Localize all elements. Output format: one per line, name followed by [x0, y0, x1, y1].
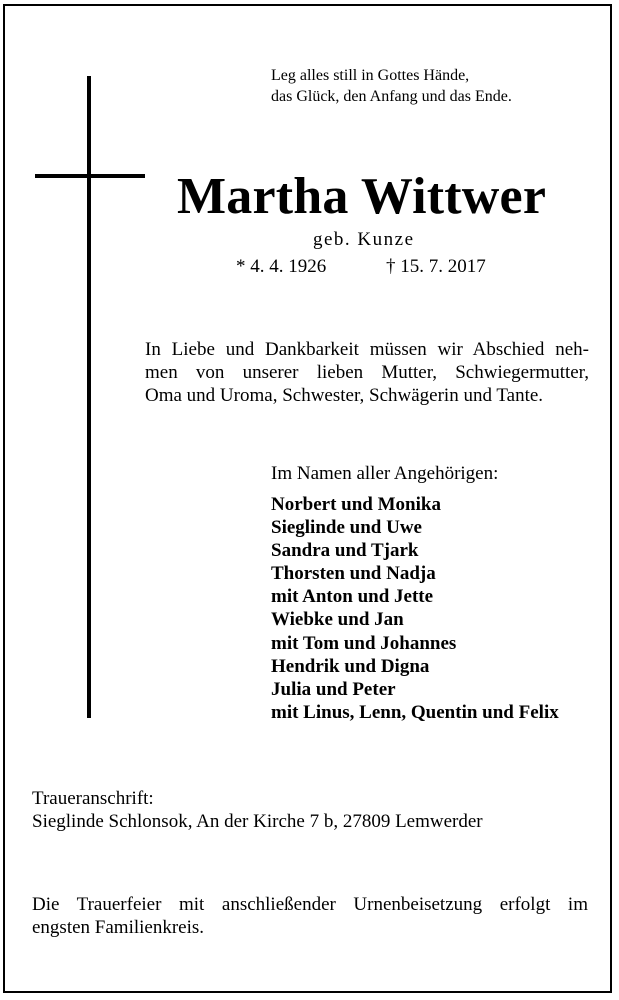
- verse: [271, 65, 512, 107]
- mourner-name: mit Tom und Johannes: [271, 632, 457, 654]
- maiden-name: geb. Kunze: [313, 229, 415, 250]
- mourner-name: Sieglinde und Uwe: [271, 517, 422, 539]
- mourner-name: Norbert und Monika: [271, 494, 441, 515]
- mourners-list: [271, 493, 559, 724]
- service-line-1: Die Trauerfeier mit anschließender Urnenbeisetzung erfolgt im: [32, 894, 588, 915]
- mourner-name: Thorsten und Nadja: [271, 563, 436, 585]
- mourner-name: Hendrik und Digna: [271, 655, 430, 677]
- deceased-name: Martha Wittwer: [177, 168, 547, 225]
- verse-line-1: Leg alles still in Gottes Hände,: [271, 67, 470, 84]
- mourner-name: Wiebke und Jan: [271, 609, 404, 631]
- death-date: † 15. 7. 2017: [386, 256, 486, 277]
- mourner-name: Sandra und Tjark: [271, 540, 419, 562]
- birth-date: * 4. 4. 1926: [236, 256, 327, 277]
- verse-line-2: das Glück, den Anfang und das Ende.: [271, 88, 512, 105]
- cross-icon: [87, 76, 91, 718]
- address-value: Sieglinde Schlonsok, An der Kirche 7 b, 27809 Lemwerder: [32, 811, 483, 832]
- message-line-1: In Liebe und Dankbarkeit müssen wir Abschied neh-: [145, 339, 589, 360]
- mourner-name: mit Linus, Lenn, Quentin und Felix: [271, 701, 559, 723]
- farewell-message: [145, 338, 589, 407]
- service-line-2: engsten Familienkreis.: [32, 917, 205, 938]
- mourner-name: mit Anton und Jette: [271, 586, 434, 608]
- mourner-name: Julia und Peter: [271, 678, 396, 700]
- message-line-3: Oma und Uroma, Schwester, Schwägerin und Tante.: [145, 385, 544, 406]
- cross-icon-crossbar: [35, 174, 145, 178]
- service-notice: [32, 893, 588, 939]
- mourners-intro: Im Namen aller Angehörigen:: [271, 463, 499, 484]
- message-line-2: men von unserer lieben Mutter, Schwiegermutter,: [145, 362, 589, 383]
- address-label: Traueranschrift:: [32, 788, 154, 809]
